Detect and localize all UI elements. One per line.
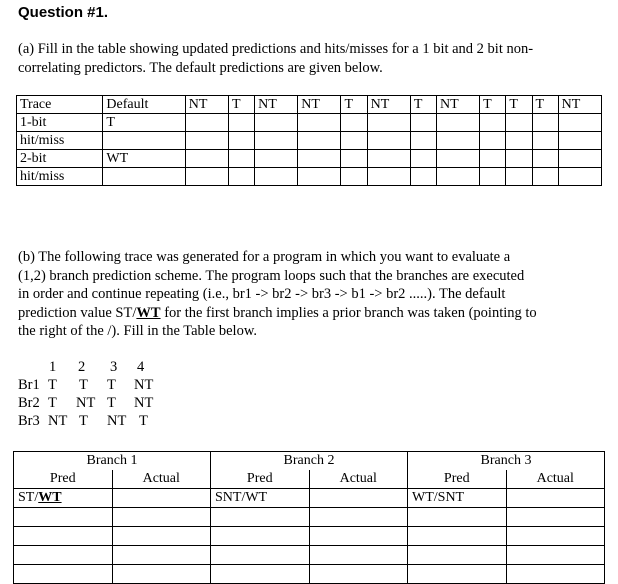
part-b-line-5: the right of the /). Fill in the Table below.	[18, 323, 257, 339]
pred-label: Pred	[14, 470, 113, 489]
pred-label: Pred	[211, 470, 310, 489]
question-title: Question #1.	[18, 4, 109, 21]
table-row	[14, 527, 605, 546]
blank-cell[interactable]	[410, 168, 436, 186]
blank-cell[interactable]	[506, 565, 605, 584]
blank-cell[interactable]	[341, 132, 367, 150]
blank-cell[interactable]	[309, 527, 408, 546]
part-b-line-4	[18, 304, 598, 323]
header-cell: Default	[103, 96, 185, 114]
actual-label: Actual	[112, 470, 211, 489]
blank-cell[interactable]	[341, 114, 367, 132]
table-row	[17, 150, 602, 168]
header-cell: Trace	[17, 96, 103, 114]
blank-cell[interactable]	[309, 565, 408, 584]
row-label: 2-bit	[17, 150, 103, 168]
trace-value: NT	[48, 413, 68, 429]
trace-branch-name: Br1	[18, 377, 40, 393]
default-cell	[103, 132, 185, 150]
blank-cell[interactable]	[211, 565, 310, 584]
row-label: hit/miss	[17, 132, 103, 150]
blank-cell[interactable]	[410, 132, 436, 150]
trace-value: T	[107, 377, 116, 393]
line4-prefix: prediction value ST/	[18, 304, 137, 321]
blank-cell[interactable]	[558, 114, 601, 132]
blank-cell[interactable]	[298, 132, 341, 150]
blank-cell[interactable]	[14, 508, 113, 527]
blank-cell[interactable]	[185, 168, 228, 186]
blank-cell[interactable]	[410, 114, 436, 132]
blank-cell[interactable]	[410, 150, 436, 168]
blank-cell[interactable]	[558, 150, 601, 168]
branch-prediction-table	[13, 451, 605, 584]
table-row	[14, 508, 605, 527]
predictor-table	[16, 95, 602, 186]
default-bold-wt: WT	[38, 490, 62, 505]
branch-3-header: Branch 3	[408, 452, 605, 471]
blank-cell[interactable]	[14, 527, 113, 546]
blank-cell[interactable]	[506, 150, 532, 168]
line4-suffix: for the first branch implies a prior branch was taken (pointing to	[160, 304, 537, 321]
header-cell: NT	[367, 96, 410, 114]
blank-cell[interactable]	[228, 114, 254, 132]
row-label: 1-bit	[17, 114, 103, 132]
blank-cell[interactable]	[436, 114, 479, 132]
trace-branch-name: Br2	[18, 395, 40, 411]
blank-cell[interactable]	[367, 150, 410, 168]
row-label: hit/miss	[17, 168, 103, 186]
branch-3-default: WT/SNT	[408, 489, 507, 508]
pred-actual-row	[14, 470, 605, 489]
blank-cell[interactable]	[480, 150, 506, 168]
blank-cell[interactable]	[436, 132, 479, 150]
blank-cell[interactable]	[480, 114, 506, 132]
part-a-instructions	[18, 40, 598, 77]
trace-value: T	[139, 413, 148, 429]
actual-label: Actual	[309, 470, 408, 489]
blank-cell[interactable]	[112, 508, 211, 527]
part-b-line-1: (b) The following trace was generated for a program in which you want to evaluate a	[18, 249, 511, 265]
table-row	[14, 565, 605, 584]
blank-cell[interactable]	[185, 114, 228, 132]
branch-1-default	[14, 489, 113, 508]
trace-value: NT	[76, 395, 96, 411]
table-row	[14, 489, 605, 508]
branch-1-header: Branch 1	[14, 452, 211, 471]
trace-value: NT	[134, 395, 154, 411]
part-a-line-1: (a) Fill in the table showing updated predictions and hits/misses for a 1 bit and 2 bit non-	[18, 41, 534, 57]
blank-cell[interactable]	[480, 168, 506, 186]
blank-cell[interactable]	[309, 546, 408, 565]
blank-cell[interactable]	[341, 168, 367, 186]
blank-cell[interactable]	[408, 527, 507, 546]
blank-cell[interactable]	[436, 168, 479, 186]
blank-cell[interactable]	[112, 527, 211, 546]
table-row	[14, 546, 605, 565]
blank-cell[interactable]	[298, 168, 341, 186]
blank-cell[interactable]	[309, 489, 408, 508]
blank-cell[interactable]	[532, 132, 558, 150]
trace-value: NT	[134, 377, 154, 393]
blank-cell[interactable]	[532, 150, 558, 168]
header-cell: T	[410, 96, 436, 114]
header-cell: T	[532, 96, 558, 114]
branch-2-header: Branch 2	[211, 452, 408, 471]
blank-cell[interactable]	[558, 168, 601, 186]
blank-cell[interactable]	[367, 114, 410, 132]
blank-cell[interactable]	[506, 489, 605, 508]
blank-cell[interactable]	[558, 132, 601, 150]
part-b-instructions	[18, 248, 598, 341]
blank-cell[interactable]	[341, 150, 367, 168]
default-prefix: ST/	[18, 490, 39, 505]
blank-cell[interactable]	[408, 546, 507, 565]
blank-cell[interactable]	[14, 546, 113, 565]
line4-bold-wt: WT	[136, 304, 161, 321]
actual-label: Actual	[506, 470, 605, 489]
pred-label: Pred	[408, 470, 507, 489]
blank-cell[interactable]	[506, 527, 605, 546]
default-cell: T	[103, 114, 185, 132]
part-b-line-3: in order and continue repeating (i.e., br1 -> br2 -> br3 -> b1 -> br2 .....). The default	[18, 286, 506, 302]
blank-cell[interactable]	[506, 168, 532, 186]
header-cell: T	[506, 96, 532, 114]
blank-cell[interactable]	[112, 565, 211, 584]
blank-cell[interactable]	[255, 168, 298, 186]
default-cell	[103, 168, 185, 186]
blank-cell[interactable]	[185, 150, 228, 168]
blank-cell[interactable]	[255, 114, 298, 132]
branch-header-row	[14, 452, 605, 471]
blank-cell[interactable]	[532, 168, 558, 186]
header-cell: NT	[185, 96, 228, 114]
trace-col-label: 3	[110, 359, 118, 375]
default-cell: WT	[103, 150, 185, 168]
blank-cell[interactable]	[408, 508, 507, 527]
blank-cell[interactable]	[506, 546, 605, 565]
part-b-line-2: (1,2) branch prediction scheme. The program loops such that the branches are executed	[18, 267, 525, 284]
blank-cell[interactable]	[408, 565, 507, 584]
blank-cell[interactable]	[211, 527, 310, 546]
trace-col-label: 2	[78, 359, 86, 375]
blank-cell[interactable]	[506, 508, 605, 527]
blank-cell[interactable]	[255, 150, 298, 168]
header-cell: T	[228, 96, 254, 114]
table-header-row	[17, 96, 602, 114]
blank-cell[interactable]	[298, 114, 341, 132]
header-cell: NT	[255, 96, 298, 114]
blank-cell[interactable]	[367, 132, 410, 150]
blank-cell[interactable]	[506, 132, 532, 150]
blank-cell[interactable]	[255, 132, 298, 150]
trace-value: T	[107, 395, 116, 411]
blank-cell[interactable]	[367, 168, 410, 186]
header-cell: NT	[436, 96, 479, 114]
header-cell: NT	[558, 96, 601, 114]
blank-cell[interactable]	[112, 546, 211, 565]
blank-cell[interactable]	[112, 489, 211, 508]
header-cell: T	[341, 96, 367, 114]
header-cell: T	[480, 96, 506, 114]
trace-branch-name: Br3	[18, 413, 40, 429]
blank-cell[interactable]	[211, 508, 310, 527]
blank-cell[interactable]	[298, 150, 341, 168]
table-row	[17, 114, 602, 132]
blank-cell[interactable]	[228, 168, 254, 186]
blank-cell[interactable]	[532, 114, 558, 132]
table-row	[17, 132, 602, 150]
table-row	[17, 168, 602, 186]
trace-value: T	[79, 413, 88, 429]
blank-cell[interactable]	[228, 150, 254, 168]
header-cell: NT	[298, 96, 341, 114]
trace-value: T	[79, 377, 88, 393]
blank-cell[interactable]	[309, 508, 408, 527]
blank-cell[interactable]	[480, 132, 506, 150]
blank-cell[interactable]	[506, 114, 532, 132]
part-a-line-2: correlating predictors. The default predictions are given below.	[18, 59, 383, 76]
blank-cell[interactable]	[185, 132, 228, 150]
trace-col-label: 1	[49, 359, 57, 375]
trace-value: T	[48, 395, 57, 411]
trace-col-label: 4	[137, 359, 145, 375]
blank-cell[interactable]	[436, 150, 479, 168]
blank-cell[interactable]	[14, 565, 113, 584]
branch-2-default: SNT/WT	[211, 489, 310, 508]
blank-cell[interactable]	[211, 546, 310, 565]
trace-value: NT	[107, 413, 127, 429]
blank-cell[interactable]	[228, 132, 254, 150]
trace-value: T	[48, 377, 57, 393]
